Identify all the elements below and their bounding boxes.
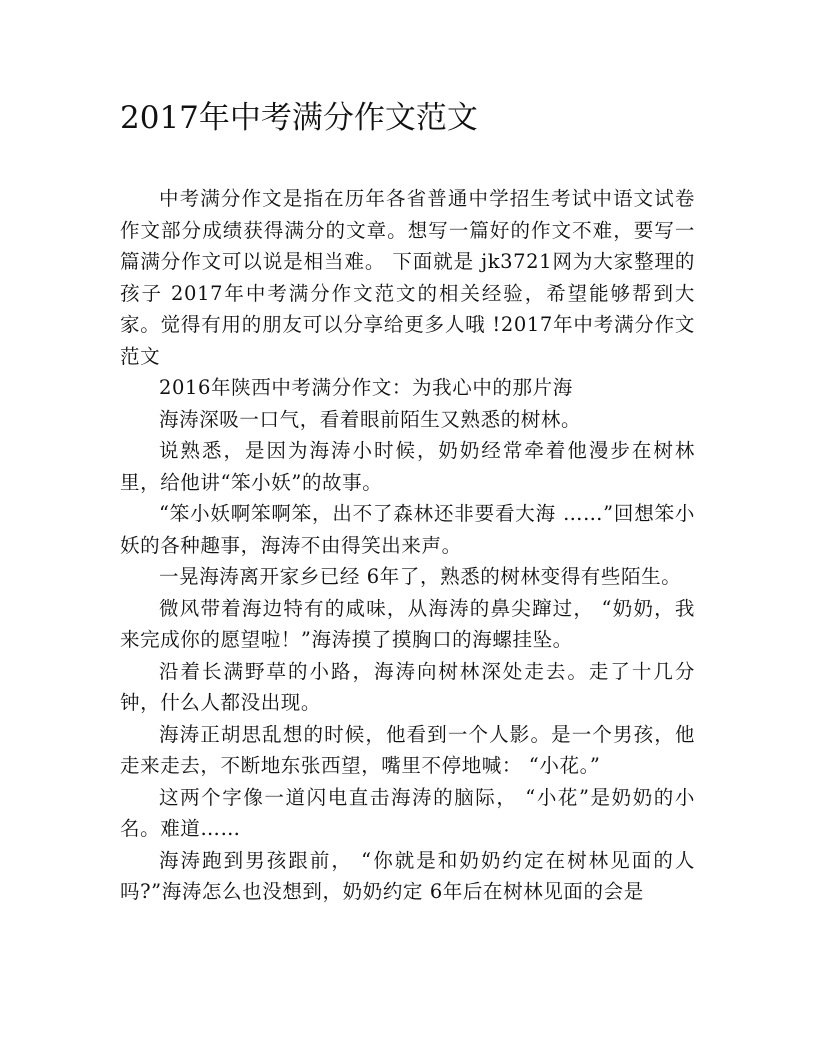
paragraph-intro: 中考满分作文是指在历年各省普通中学招生考试中语文试卷作文部分成绩获得满分的文章。想写一篇好的作文不难，要写一篇满分作文可以说是相当难。 下面就是 jk3721网为大家整理的孩子 2017年中考满分作文范文的相关经验，希望能够帮到大家。觉得有用的朋友可以分享给更多人哦 !2017年中考满分作文范文	[120, 187, 695, 368]
paragraph: “笨小妖啊笨啊笨，出不了森林还非要看大海 ……”回想笨小妖的各种趣事，海涛不由得笑出来声。	[120, 502, 695, 557]
paragraph: 海涛正胡思乱想的时候，他看到一个人影。是一个男孩，他走来走去，不断地东张西望，嘴里不停地喊： “小花。”	[120, 722, 695, 777]
paragraph: 沿着长满野草的小路，海涛向树林深处走去。走了十几分钟，什么人都没出现。	[120, 659, 695, 714]
document-body	[120, 183, 695, 908]
paragraph: 海涛跑到男孩跟前， “你就是和奶奶约定在树林见面的人吗?”海涛怎么也没想到，奶奶约定 6年后在树林见面的会是	[120, 848, 695, 903]
paragraph-essay-heading: 2016年陕西中考满分作文：为我心中的那片海	[159, 376, 573, 399]
paragraph: 说熟悉，是因为海涛小时候，奶奶经常牵着他漫步在树林里，给他讲“笨小妖”的故事。	[120, 439, 695, 494]
paragraph: 微风带着海边特有的咸味，从海涛的鼻尖蹿过， “奶奶，我来完成你的愿望啦！”海涛摸了摸胸口的海螺挂坠。	[120, 596, 695, 651]
paragraph: 一晃海涛离开家乡已经 6年了，熟悉的树林变得有些陌生。	[159, 565, 682, 588]
paragraph: 海涛深吸一口气，看着眼前陌生又熟悉的树林。	[159, 407, 582, 431]
paragraph: 这两个字像一道闪电直击海涛的脑际， “小花”是奶奶的小名。难道……	[120, 785, 695, 840]
document-title: 2017年中考满分作文范文	[120, 100, 478, 136]
